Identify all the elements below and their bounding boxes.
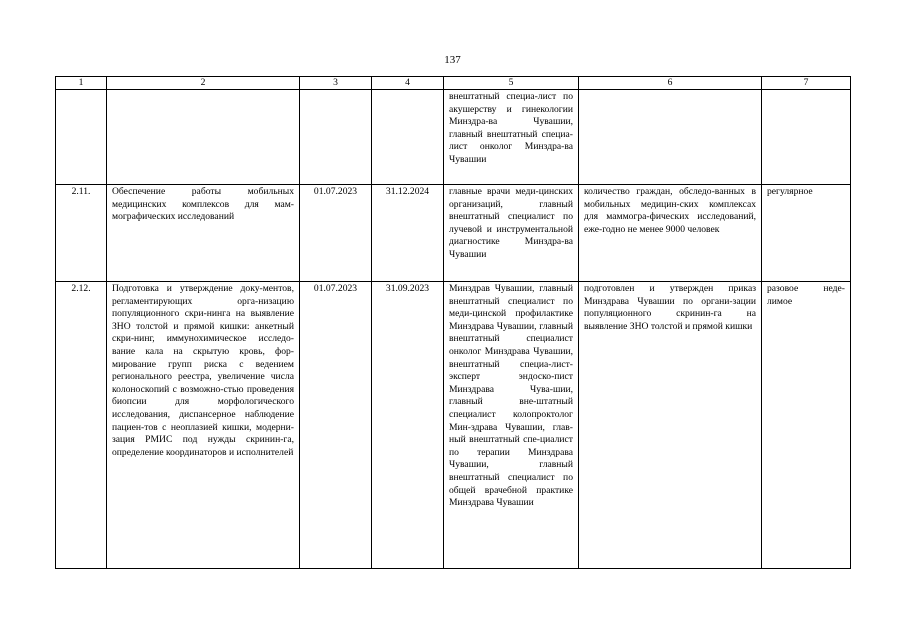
frequency-cell: регулярное [762, 185, 851, 282]
activity-cell: Подготовка и утверждение доку-ментов, регламентирующих орга-низацию популяционного скри-нинга на выявление ЗНО толстой и прямой кишки: анкетный скри-нинг, иммунохимическое исследо-вание кала на скрытую кровь, фор-мирование групп риска с ведением регионального реестра, увеличение числа колоноскопий с возможно-стью проведения биопсии для морфологического исследования, диспансерное наблюдение пациен-тов с неоплазией кишки, модерни-зация РМИС под нужды скринин-га, определение координаторов и исполнителей [107, 282, 300, 569]
end-date-cell: 31.12.2024 [372, 185, 444, 282]
end-date-cell: 31.09.2023 [372, 282, 444, 569]
activity-cell: Обеспечение работы мобильных медицинских комплексов для мам-мографических исследований [107, 185, 300, 282]
start-date-cell: 01.07.2023 [300, 185, 372, 282]
frequency-cell [762, 90, 851, 185]
column-number: 6 [579, 77, 762, 90]
result-cell: подготовлен и утвержден приказ Минздрава Чувашии по органи-зации популяционного скринин-га на выявление ЗНО толстой и прямой кишки [579, 282, 762, 569]
responsible-cell: Минздрав Чувашии, главный внештатный специалист по меди-цинской профилактике Минздрава Чувашии, главный внештатный специалист онколог Минздрава Чувашии, внештатный специа-лист-эксперт эндоско-пист Минздрава Чува-шии, главный вне-штатный специалист колопроктолог Мин-здрава Чувашии, глав-ный внештатный спе-циалист по терапии Минздрава Чувашии, главный внештатный специалист по общей врачебной практике Минздрава Чувашии [444, 282, 579, 569]
result-cell [579, 90, 762, 185]
table-row [56, 185, 851, 282]
column-number: 7 [762, 77, 851, 90]
column-number: 4 [372, 77, 444, 90]
row-number: 2.11. [56, 185, 107, 282]
responsible-cell: внештатный специа-лист по акушерству и гинекологии Минздра-ва Чувашии, главный внештатный специа-лист онколог Минздра-ва Чувашии [444, 90, 579, 185]
column-number: 3 [300, 77, 372, 90]
page-number: 137 [444, 54, 461, 66]
table-row [56, 282, 851, 569]
column-number: 5 [444, 77, 579, 90]
column-number: 1 [56, 77, 107, 90]
column-number-row [56, 77, 851, 90]
end-date-cell [372, 90, 444, 185]
plan-table [55, 76, 851, 569]
row-number [56, 90, 107, 185]
activity-cell [107, 90, 300, 185]
frequency-cell: разовое неде-лимое [762, 282, 851, 569]
column-number: 2 [107, 77, 300, 90]
result-cell: количество граждан, обследо-ванных в мобильных медицин-ских комплексах для маммогра-фических исследований, еже-годно не менее 9000 человек [579, 185, 762, 282]
row-number: 2.12. [56, 282, 107, 569]
start-date-cell: 01.07.2023 [300, 282, 372, 569]
start-date-cell [300, 90, 372, 185]
responsible-cell: главные врачи меди-цинских организаций, главный внештатный специалист по лучевой и инструментальной диагностике Минздра-ва Чувашии [444, 185, 579, 282]
table-row [56, 90, 851, 185]
